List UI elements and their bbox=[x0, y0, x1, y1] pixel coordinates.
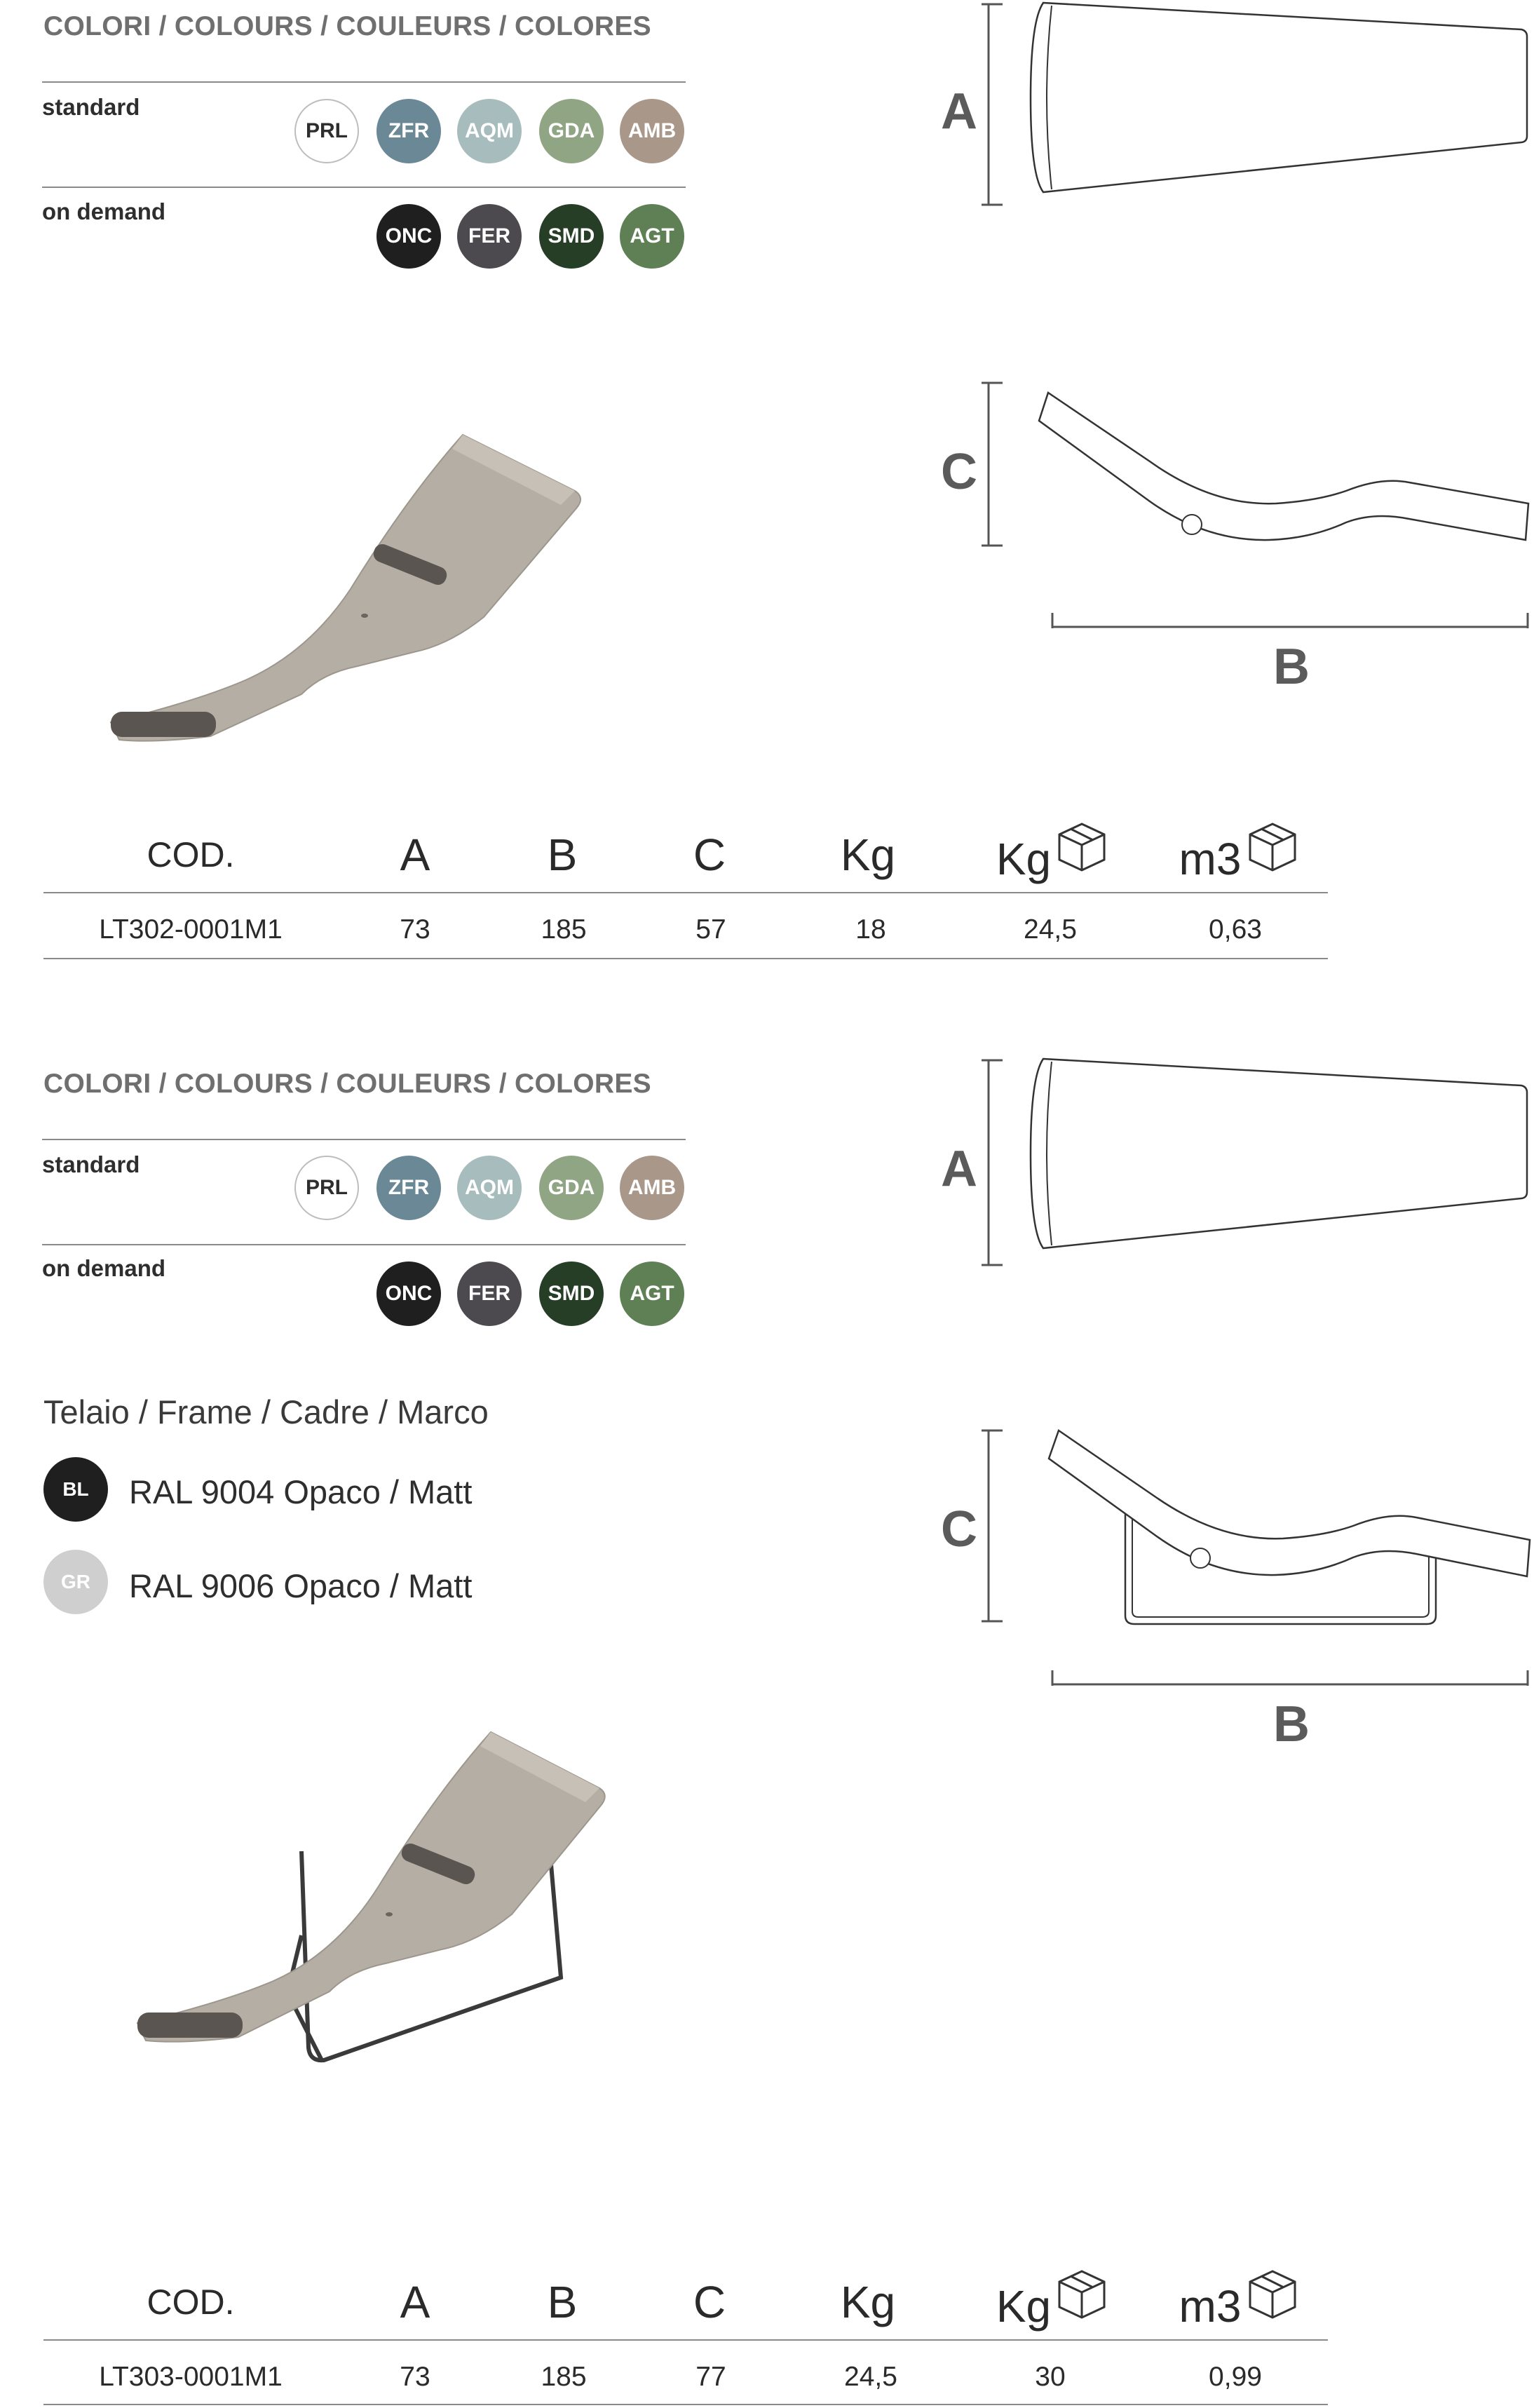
swatch-fer[interactable] bbox=[457, 1262, 522, 1326]
cell-a: 73 bbox=[400, 914, 430, 945]
col-header-a: A bbox=[400, 830, 430, 880]
cell-kg: 24,5 bbox=[844, 2362, 897, 2392]
colors-title: COLORI / COLOURS / COULEURS / COLORES bbox=[43, 1069, 651, 1099]
frame-code: GR bbox=[61, 1571, 90, 1592]
col-header-kg-packaged: Kg bbox=[996, 834, 1052, 884]
frame-code: BL bbox=[62, 1478, 89, 1500]
cell-c: 77 bbox=[695, 2362, 726, 2392]
swatch-onc[interactable] bbox=[376, 204, 441, 269]
on-demand-label: on demand bbox=[42, 1255, 166, 1281]
swatch-code: AMB bbox=[627, 1176, 677, 1199]
cell-a: 73 bbox=[400, 2362, 430, 2392]
box-icon bbox=[1057, 822, 1106, 872]
divider bbox=[42, 81, 686, 83]
top-view-drawing bbox=[982, 0, 1534, 210]
frame-swatch-gr[interactable] bbox=[43, 1550, 108, 1614]
cell-code: LT303-0001M1 bbox=[99, 2362, 283, 2392]
lounger-render bbox=[70, 393, 603, 757]
swatch-onc[interactable] bbox=[376, 1262, 441, 1326]
cell-m3: 0,63 bbox=[1209, 914, 1262, 945]
swatch-code: ONC bbox=[385, 1282, 433, 1305]
col-header-b: B bbox=[547, 2277, 578, 2327]
swatch-amb[interactable] bbox=[620, 99, 684, 163]
swatch-agt[interactable] bbox=[620, 1262, 684, 1326]
box-icon bbox=[1248, 2269, 1297, 2320]
swatch-prl[interactable] bbox=[294, 99, 359, 163]
col-header-c: C bbox=[693, 830, 726, 880]
swatch-zfr[interactable] bbox=[376, 99, 441, 163]
swatch-code: ZFR bbox=[388, 1176, 430, 1199]
swatch-smd[interactable] bbox=[539, 1262, 604, 1326]
swatch-gda[interactable] bbox=[539, 99, 604, 163]
col-header-m3: m3 bbox=[1179, 834, 1242, 884]
dim-label-a: A bbox=[941, 83, 977, 140]
table-divider bbox=[43, 2404, 1328, 2405]
col-header-cod: COD. bbox=[147, 835, 235, 874]
swatch-code: PRL bbox=[306, 1176, 348, 1199]
swatch-aqm[interactable] bbox=[457, 99, 522, 163]
col-header-c: C bbox=[693, 2277, 726, 2327]
dim-label-c: C bbox=[941, 1501, 977, 1557]
width-dimension-line bbox=[1048, 610, 1532, 631]
swatch-code: AMB bbox=[627, 119, 677, 142]
frame-title: Telaio / Frame / Cadre / Marco bbox=[43, 1393, 489, 1430]
col-header-m3: m3 bbox=[1179, 2281, 1242, 2332]
cell-b: 185 bbox=[541, 2362, 587, 2392]
standard-label: standard bbox=[42, 1151, 140, 1177]
swatch-code: FER bbox=[468, 224, 510, 248]
cell-kg-packaged: 30 bbox=[1035, 2362, 1066, 2392]
swatch-code: ZFR bbox=[388, 119, 430, 142]
swatch-aqm[interactable] bbox=[457, 1156, 522, 1220]
swatch-code: SMD bbox=[548, 224, 595, 248]
cell-kg-packaged: 24,5 bbox=[1024, 914, 1077, 945]
on-demand-label: on demand bbox=[42, 198, 166, 224]
cell-c: 57 bbox=[695, 914, 726, 945]
swatch-code: AGT bbox=[630, 1282, 674, 1305]
top-view-drawing bbox=[982, 1057, 1534, 1268]
swatch-agt[interactable] bbox=[620, 204, 684, 269]
frame-swatch-bl[interactable] bbox=[43, 1457, 108, 1522]
box-icon bbox=[1248, 822, 1297, 872]
frame-option-label: RAL 9006 Opaco / Matt bbox=[129, 1567, 473, 1604]
swatch-code: PRL bbox=[306, 119, 348, 142]
frame-option-label: RAL 9004 Opaco / Matt bbox=[129, 1473, 473, 1510]
divider bbox=[42, 1139, 686, 1140]
cell-kg: 18 bbox=[855, 914, 886, 945]
swatch-code: FER bbox=[468, 1282, 510, 1305]
cell-m3: 0,99 bbox=[1209, 2362, 1262, 2392]
col-header-kg: Kg bbox=[840, 830, 896, 880]
swatch-gda[interactable] bbox=[539, 1156, 604, 1220]
col-header-kg: Kg bbox=[840, 2277, 896, 2327]
table-divider bbox=[43, 2339, 1328, 2341]
swatch-code: AGT bbox=[630, 224, 674, 248]
colors-title: COLORI / COLOURS / COULEURS / COLORES bbox=[43, 11, 651, 41]
swatch-zfr[interactable] bbox=[376, 1156, 441, 1220]
divider bbox=[42, 1244, 686, 1245]
swatch-prl[interactable] bbox=[294, 1156, 359, 1220]
side-view-drawing bbox=[982, 379, 1534, 561]
side-view-drawing bbox=[982, 1428, 1534, 1638]
col-header-b: B bbox=[547, 830, 578, 880]
swatch-code: AQM bbox=[465, 119, 514, 142]
cell-b: 185 bbox=[541, 914, 587, 945]
col-header-cod: COD. bbox=[147, 2282, 235, 2322]
table-divider bbox=[43, 892, 1328, 893]
box-icon bbox=[1057, 2269, 1106, 2320]
divider bbox=[42, 187, 686, 188]
col-header-a: A bbox=[400, 2277, 430, 2327]
table-divider bbox=[43, 958, 1328, 959]
swatch-code: GDA bbox=[548, 119, 595, 142]
lounger-with-frame-render bbox=[91, 1711, 638, 2104]
swatch-smd[interactable] bbox=[539, 204, 604, 269]
swatch-amb[interactable] bbox=[620, 1156, 684, 1220]
swatch-code: SMD bbox=[548, 1282, 595, 1305]
col-header-kg-packaged: Kg bbox=[996, 2281, 1052, 2332]
width-dimension-line bbox=[1048, 1668, 1532, 1689]
standard-label: standard bbox=[42, 94, 140, 120]
dim-label-c: C bbox=[941, 444, 977, 500]
cell-code: LT302-0001M1 bbox=[99, 914, 283, 945]
swatch-code: AQM bbox=[465, 1176, 514, 1199]
dim-label-b: B bbox=[1273, 1696, 1310, 1752]
dim-label-b: B bbox=[1273, 639, 1310, 695]
swatch-code: GDA bbox=[548, 1176, 595, 1199]
dim-label-a: A bbox=[941, 1141, 977, 1197]
swatch-code: ONC bbox=[385, 224, 433, 248]
swatch-fer[interactable] bbox=[457, 204, 522, 269]
